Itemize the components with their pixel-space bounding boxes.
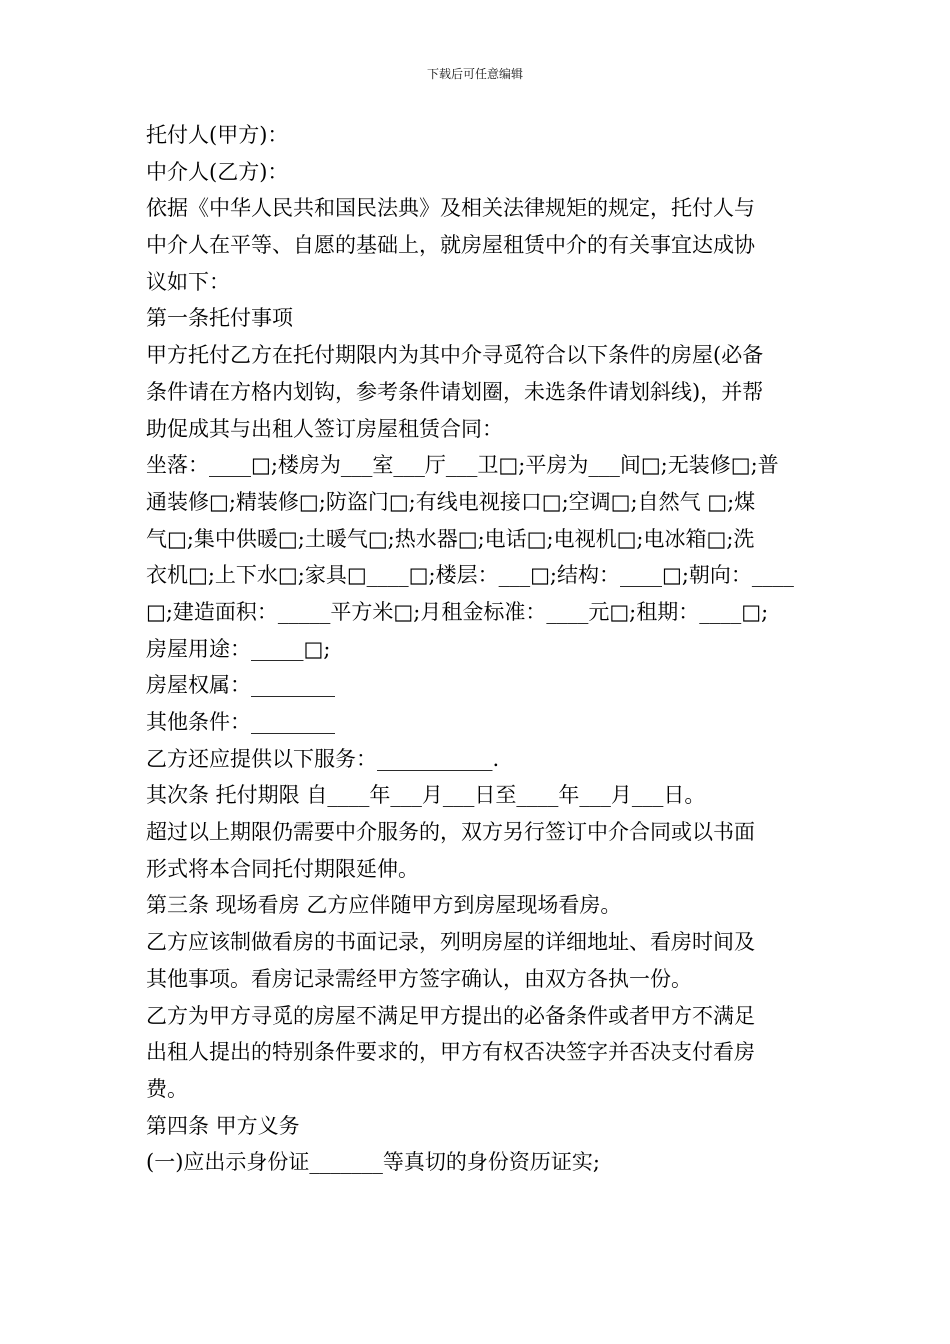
text-line: 助促成其与出租人签订房屋租赁合同： [146, 416, 503, 441]
section-heading: 其次条 托付期限 自____年___月___日至____年___月___日。 [146, 783, 706, 808]
text-line: 其他条件：________ [146, 710, 335, 734]
text-line: 其他事项。看房记录需经甲方签字确认，由双方各执一份。 [146, 966, 692, 991]
document-body [146, 117, 810, 1181]
text-line: 衣机□;上下水□;家具□____□;楼层：___□;结构：____□;朝向：____ [146, 563, 794, 588]
text-line: 乙方还应提供以下服务：___________. [146, 746, 500, 771]
text-line: 气□;集中供暖□;土暖气□;热水器□;电话□;电视机□;电冰箱□;洗 [146, 526, 755, 551]
section-heading: 第四条 甲方义务 [146, 1113, 300, 1138]
text-line: 通装修□;精装修□;防盗门□;有线电视接口□;空调□;自然气 □;煤 [146, 489, 756, 514]
text-line: 中介人在平等、自愿的基础上，就房屋租赁中介的有关事宜达成协 [146, 233, 755, 258]
page-header: 下载后可任意编辑 [426, 67, 523, 81]
text-line: 超过以上期限仍需要中介服务的，双方另行签订中介合同或以书面 [146, 820, 755, 845]
text-line: 出租人提出的特别条件要求的，甲方有权否决签字并否决支付看房 [146, 1040, 755, 1065]
section-heading: 第一条托付事项 [146, 306, 293, 331]
text-line: □;建造面积：_____平方米□;月租金标准：____元□;租期：____□; [146, 599, 769, 624]
text-line: 形式将本合同托付期限延伸。 [146, 856, 419, 881]
text-line: 依据《中华人民共和国民法典》及相关法律规矩的规定，托付人与 [146, 196, 755, 221]
text-line: 乙方为甲方寻觅的房屋不满足甲方提出的必备条件或者甲方不满足 [146, 1003, 755, 1028]
text-line: 甲方托付乙方在托付期限内为其中介寻觅符合以下条件的房屋(必备 [146, 343, 764, 368]
text-line: 托付人(甲方)： [146, 123, 289, 147]
section-heading: 第三条 现场看房 乙方应伴随甲方到房屋现场看房。 [146, 893, 622, 918]
text-line: 费。 [146, 1076, 188, 1101]
text-line: 房屋权属：________ [146, 673, 335, 698]
text-line: 中介人(乙方)： [146, 159, 289, 184]
text-line: 坐落：____□;楼房为___室___厅___卫□;平房为___间□;无装修□;普 [146, 453, 779, 478]
text-line: (一)应出示身份证_______等真切的身份资历证实; [146, 1150, 600, 1175]
text-line: 房屋用途：_____□; [146, 636, 331, 661]
text-line: 乙方应该制做看房的书面记录，列明房屋的详细地址、看房时间及 [146, 930, 755, 955]
text-line: 议如下： [146, 269, 230, 294]
text-line: 条件请在方格内划钩，参考条件请划圈，未选条件请划斜线)，并帮 [146, 379, 764, 404]
